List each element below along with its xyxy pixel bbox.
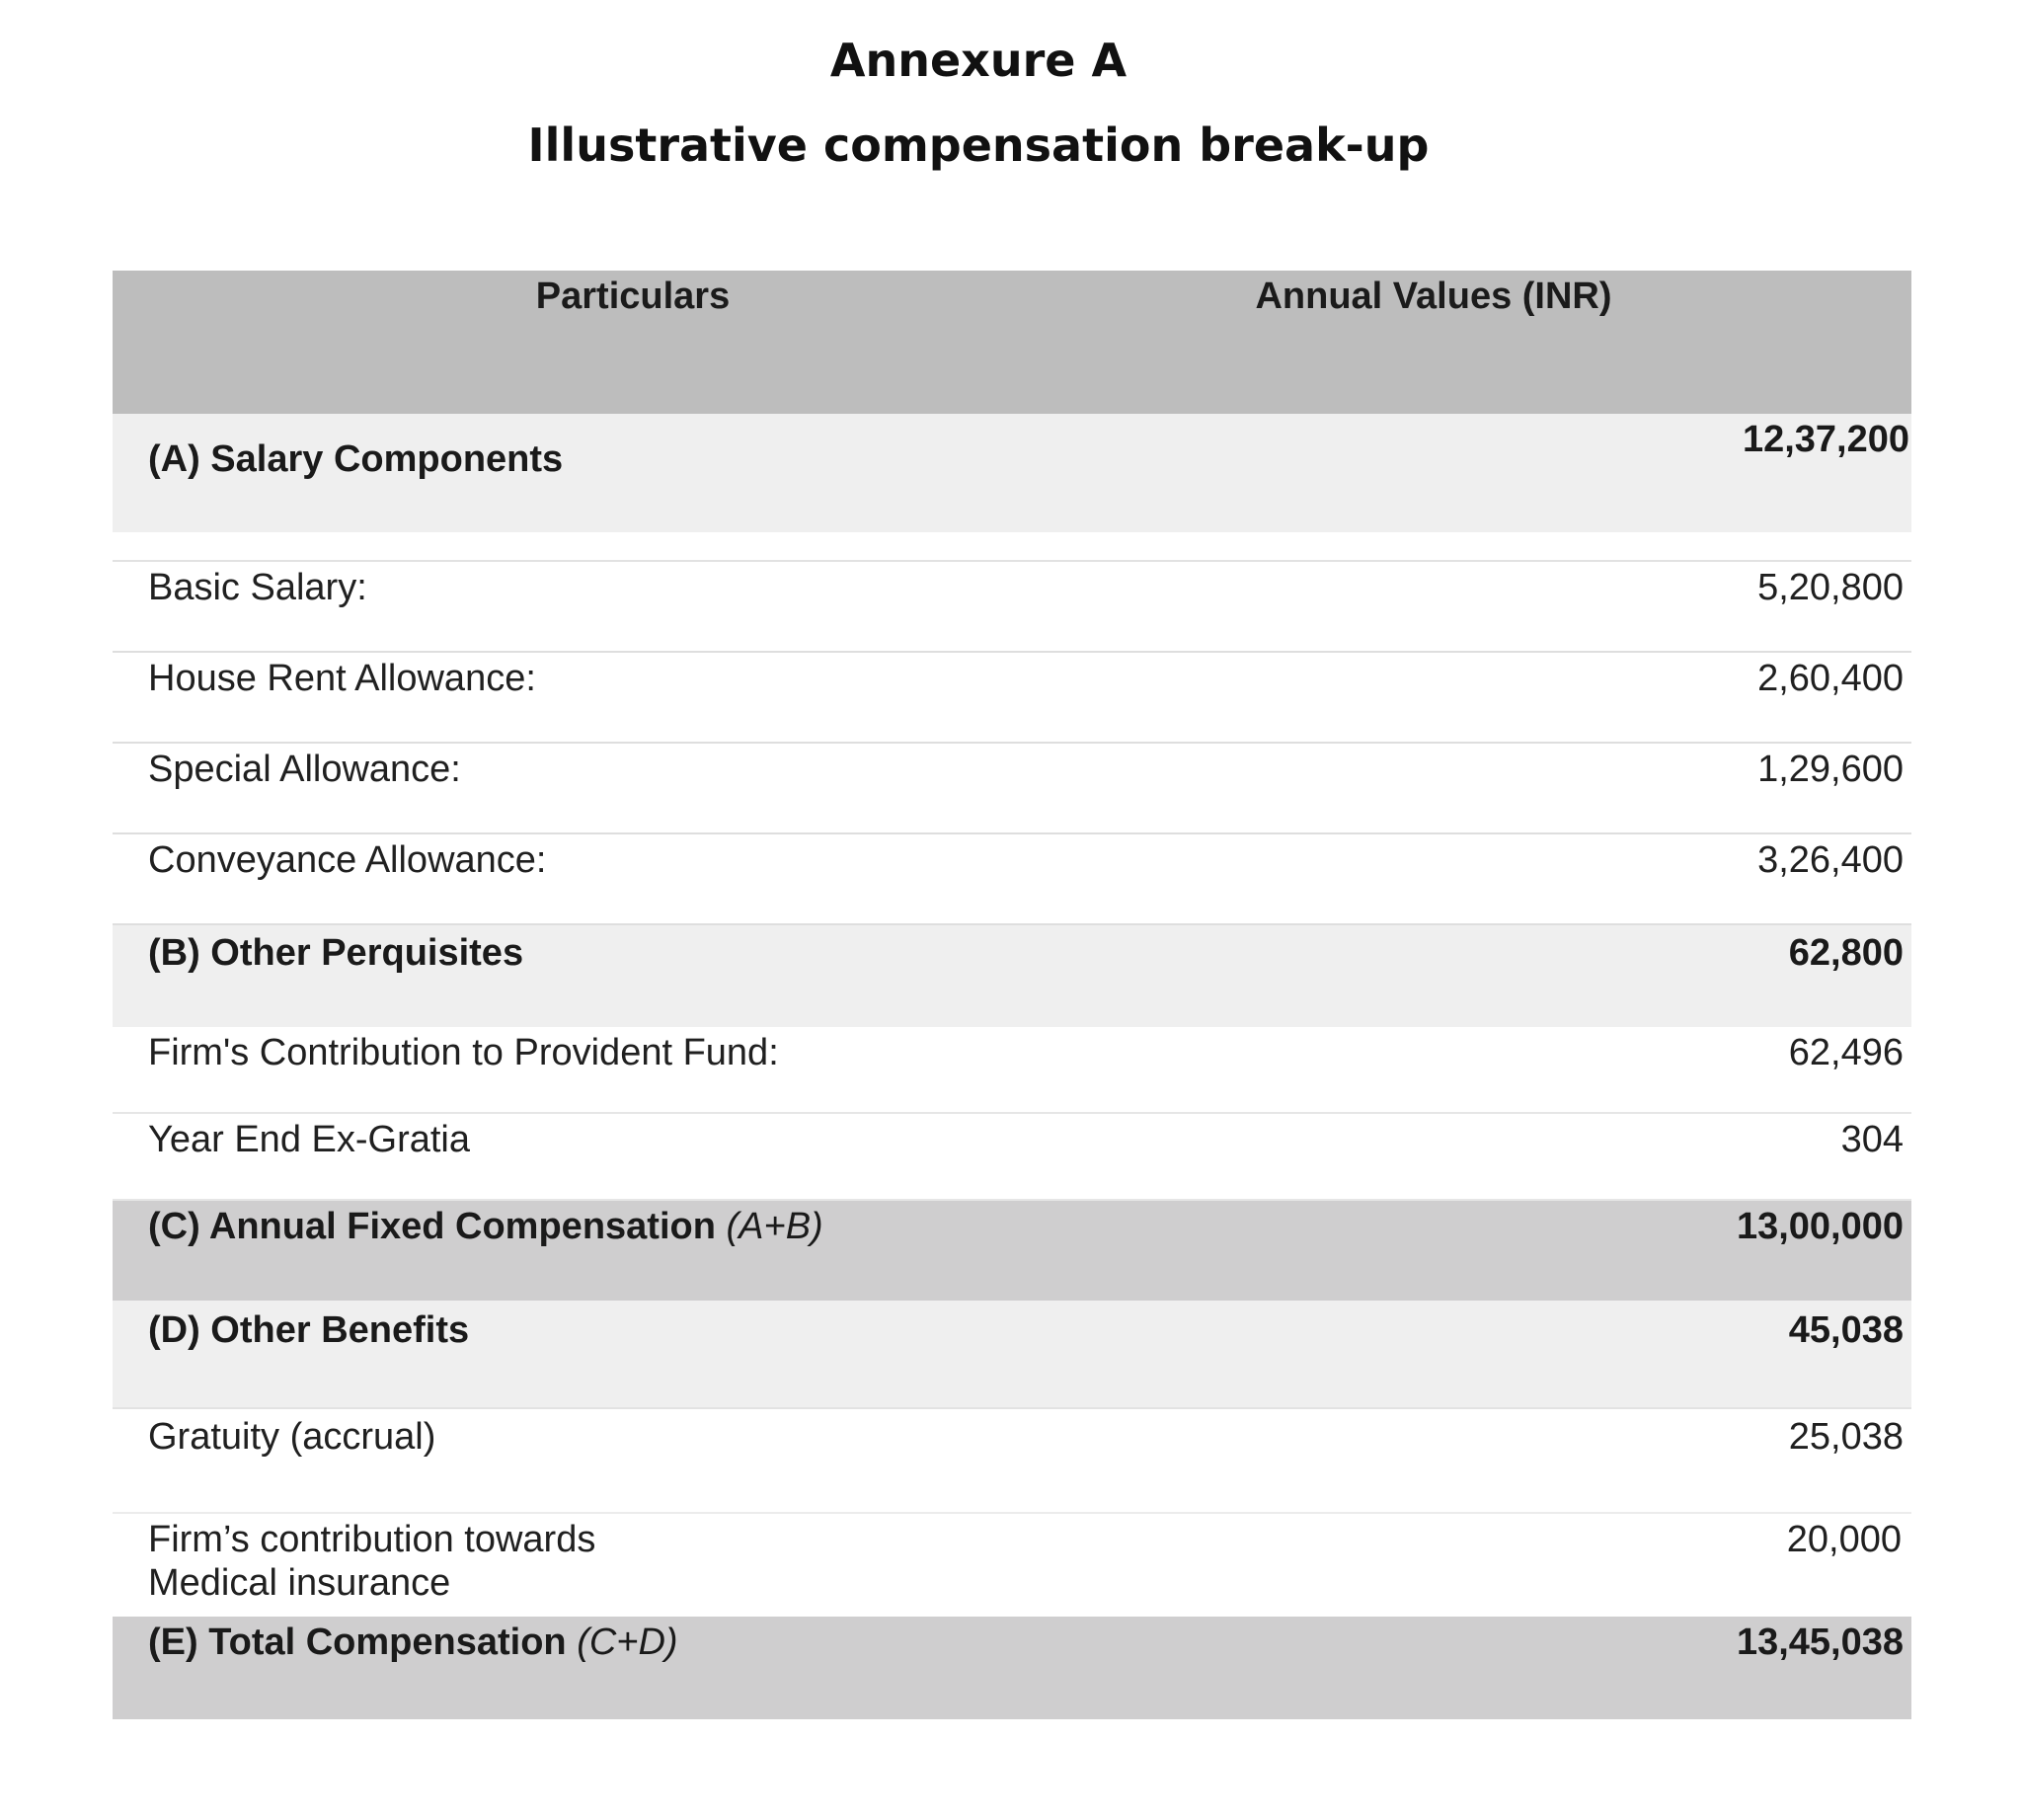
section-row-other-benefits	[113, 1301, 1911, 1408]
document-subtitle: Illustrative compensation break-up	[527, 119, 1430, 172]
document-title: Annexure A	[829, 34, 1128, 87]
section-row-other-perquisites	[113, 924, 1911, 1027]
row-label: House Rent Allowance:	[113, 652, 1124, 743]
column-header-particulars: Particulars	[113, 271, 1124, 414]
row-label-line-1: Firm’s contribution towards	[148, 1519, 596, 1560]
row-label-line-2: Medical insurance	[148, 1562, 451, 1604]
formula-note: (C+D)	[577, 1622, 678, 1663]
row-label: Gratuity (accrual)	[113, 1408, 1124, 1513]
total-label: (E) Total Compensation	[148, 1622, 567, 1663]
row-label: Basic Salary:	[113, 561, 1124, 652]
row-value: 12,37,200	[1124, 414, 1911, 532]
row-label: (B) Other Perquisites	[113, 924, 1124, 1027]
row-label	[113, 1200, 1124, 1301]
row-label: (D) Other Benefits	[113, 1301, 1124, 1408]
total-row-annual-fixed-compensation	[113, 1200, 1911, 1301]
row-label: Firm's Contribution to Provident Fund:	[113, 1027, 1124, 1113]
table-row-conveyance-allowance	[113, 833, 1911, 924]
table-row-provident-fund	[113, 1027, 1911, 1113]
row-value: 62,496	[1124, 1027, 1911, 1113]
formula-note: (A+B)	[726, 1206, 823, 1247]
section-row-salary-components	[113, 414, 1911, 532]
row-value: 1,29,600	[1124, 743, 1911, 833]
table-row-house-rent-allowance	[113, 652, 1911, 743]
row-value: 304	[1124, 1113, 1911, 1200]
row-value: 20,000	[1124, 1513, 1911, 1617]
row-label	[113, 1617, 1124, 1719]
compensation-table	[113, 271, 1911, 1719]
table-row-basic-salary	[113, 561, 1911, 652]
row-label: Special Allowance:	[113, 743, 1124, 833]
row-value: 25,038	[1124, 1408, 1911, 1513]
row-spacer	[113, 532, 1911, 561]
total-row-total-compensation	[113, 1617, 1911, 1719]
row-value: 13,00,000	[1124, 1200, 1911, 1301]
row-value: 5,20,800	[1124, 561, 1911, 652]
row-label: (A) Salary Components	[113, 414, 1124, 532]
row-label: Year End Ex-Gratia	[113, 1113, 1124, 1200]
column-header-annual-values: Annual Values (INR)	[1124, 271, 1911, 414]
table-row-ex-gratia	[113, 1113, 1911, 1200]
row-value: 3,26,400	[1124, 833, 1911, 924]
table-row-gratuity	[113, 1408, 1911, 1513]
row-label: Conveyance Allowance:	[113, 833, 1124, 924]
table-row-special-allowance	[113, 743, 1911, 833]
row-value: 62,800	[1124, 924, 1911, 1027]
row-value: 45,038	[1124, 1301, 1911, 1408]
table-header-row	[113, 271, 1911, 414]
row-value: 13,45,038	[1124, 1617, 1911, 1719]
table-row-medical-insurance	[113, 1513, 1911, 1617]
row-value: 2,60,400	[1124, 652, 1911, 743]
total-label: (C) Annual Fixed Compensation	[148, 1206, 716, 1247]
row-label	[113, 1513, 1124, 1617]
